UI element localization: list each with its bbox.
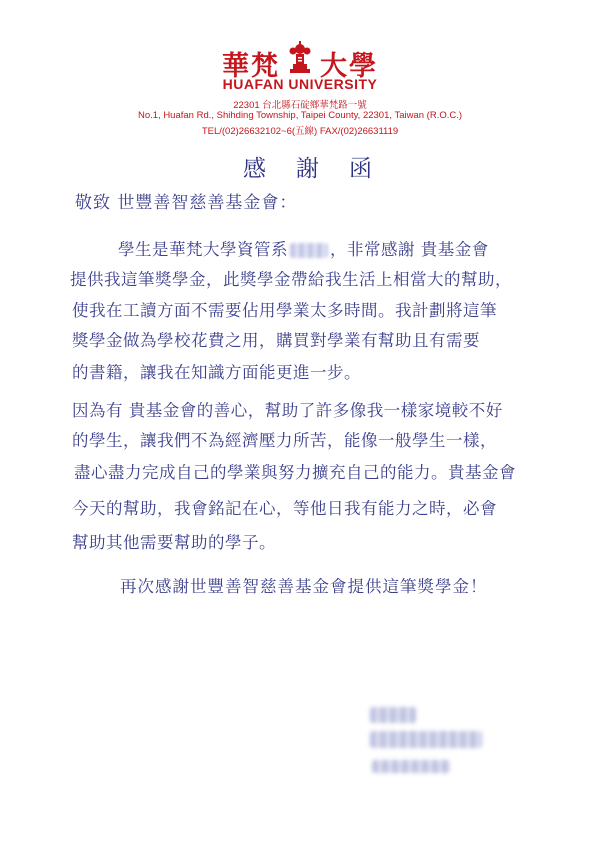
- letter-line-1-b: ，非常感謝 貴基金會: [330, 240, 489, 259]
- redacted-signature-date: [372, 760, 450, 773]
- university-seal-icon: [287, 40, 313, 74]
- university-name-cn-right: 大學: [320, 51, 378, 82]
- letter-line-4: 獎學金做為學校花費之用，購買對學業有幫助且有需要: [72, 331, 480, 350]
- redacted-student-name: [290, 243, 328, 258]
- address-en: No.1, Huafan Rd., Shihding Township, Taipei County, 22301, Taiwan (R.O.C.): [137, 110, 463, 121]
- contact-info: TEL/(02)26632102~6(五線) FAX/(02)26631119: [201, 126, 399, 137]
- redacted-signature-name: [370, 731, 482, 748]
- university-name-en: HUAFAN UNIVERSITY: [222, 76, 378, 92]
- letter-line-10: 幫助其他需要幫助的學子。: [72, 533, 276, 552]
- letter-line-1: [118, 236, 489, 260]
- letter-line-9: 今天的幫助，我會銘記在心，等他日我有能力之時，必會: [72, 499, 497, 518]
- university-name-cn-left: 華梵: [222, 51, 280, 82]
- address-cn: 22301 台北縣石碇鄉華梵路一號: [233, 100, 367, 111]
- redacted-signature-school: [370, 707, 416, 723]
- letter-line-1-a: 學生是華梵大學資管系: [118, 240, 288, 259]
- letter-greeting: 敬致 世豐善智慈善基金會：: [75, 193, 298, 213]
- letter-closing: 再次感謝世豐善智慈善基金會提供這筆獎學金！: [120, 577, 488, 596]
- letter-line-3: 使我在工讀方面不需要佔用學業太多時間。我計劃將這筆: [72, 301, 497, 320]
- letter-line-8: 盡心盡力完成自己的學業與努力擴充自己的能力。貴基金會: [74, 463, 516, 482]
- letter-heading: 感謝函: [243, 156, 402, 182]
- letter-line-6: 因為有 貴基金會的善心，幫助了許多像我一樣家境較不好: [72, 401, 503, 420]
- letter-line-2: 提供我這筆獎學金，此獎學金帶給我生活上相當大的幫助，: [70, 270, 512, 289]
- letter-line-7: 的學生，讓我們不為經濟壓力所苦，能像一般學生一樣，: [72, 431, 497, 450]
- letter-line-5: 的書籍，讓我在知識方面能更進一步。: [72, 363, 361, 382]
